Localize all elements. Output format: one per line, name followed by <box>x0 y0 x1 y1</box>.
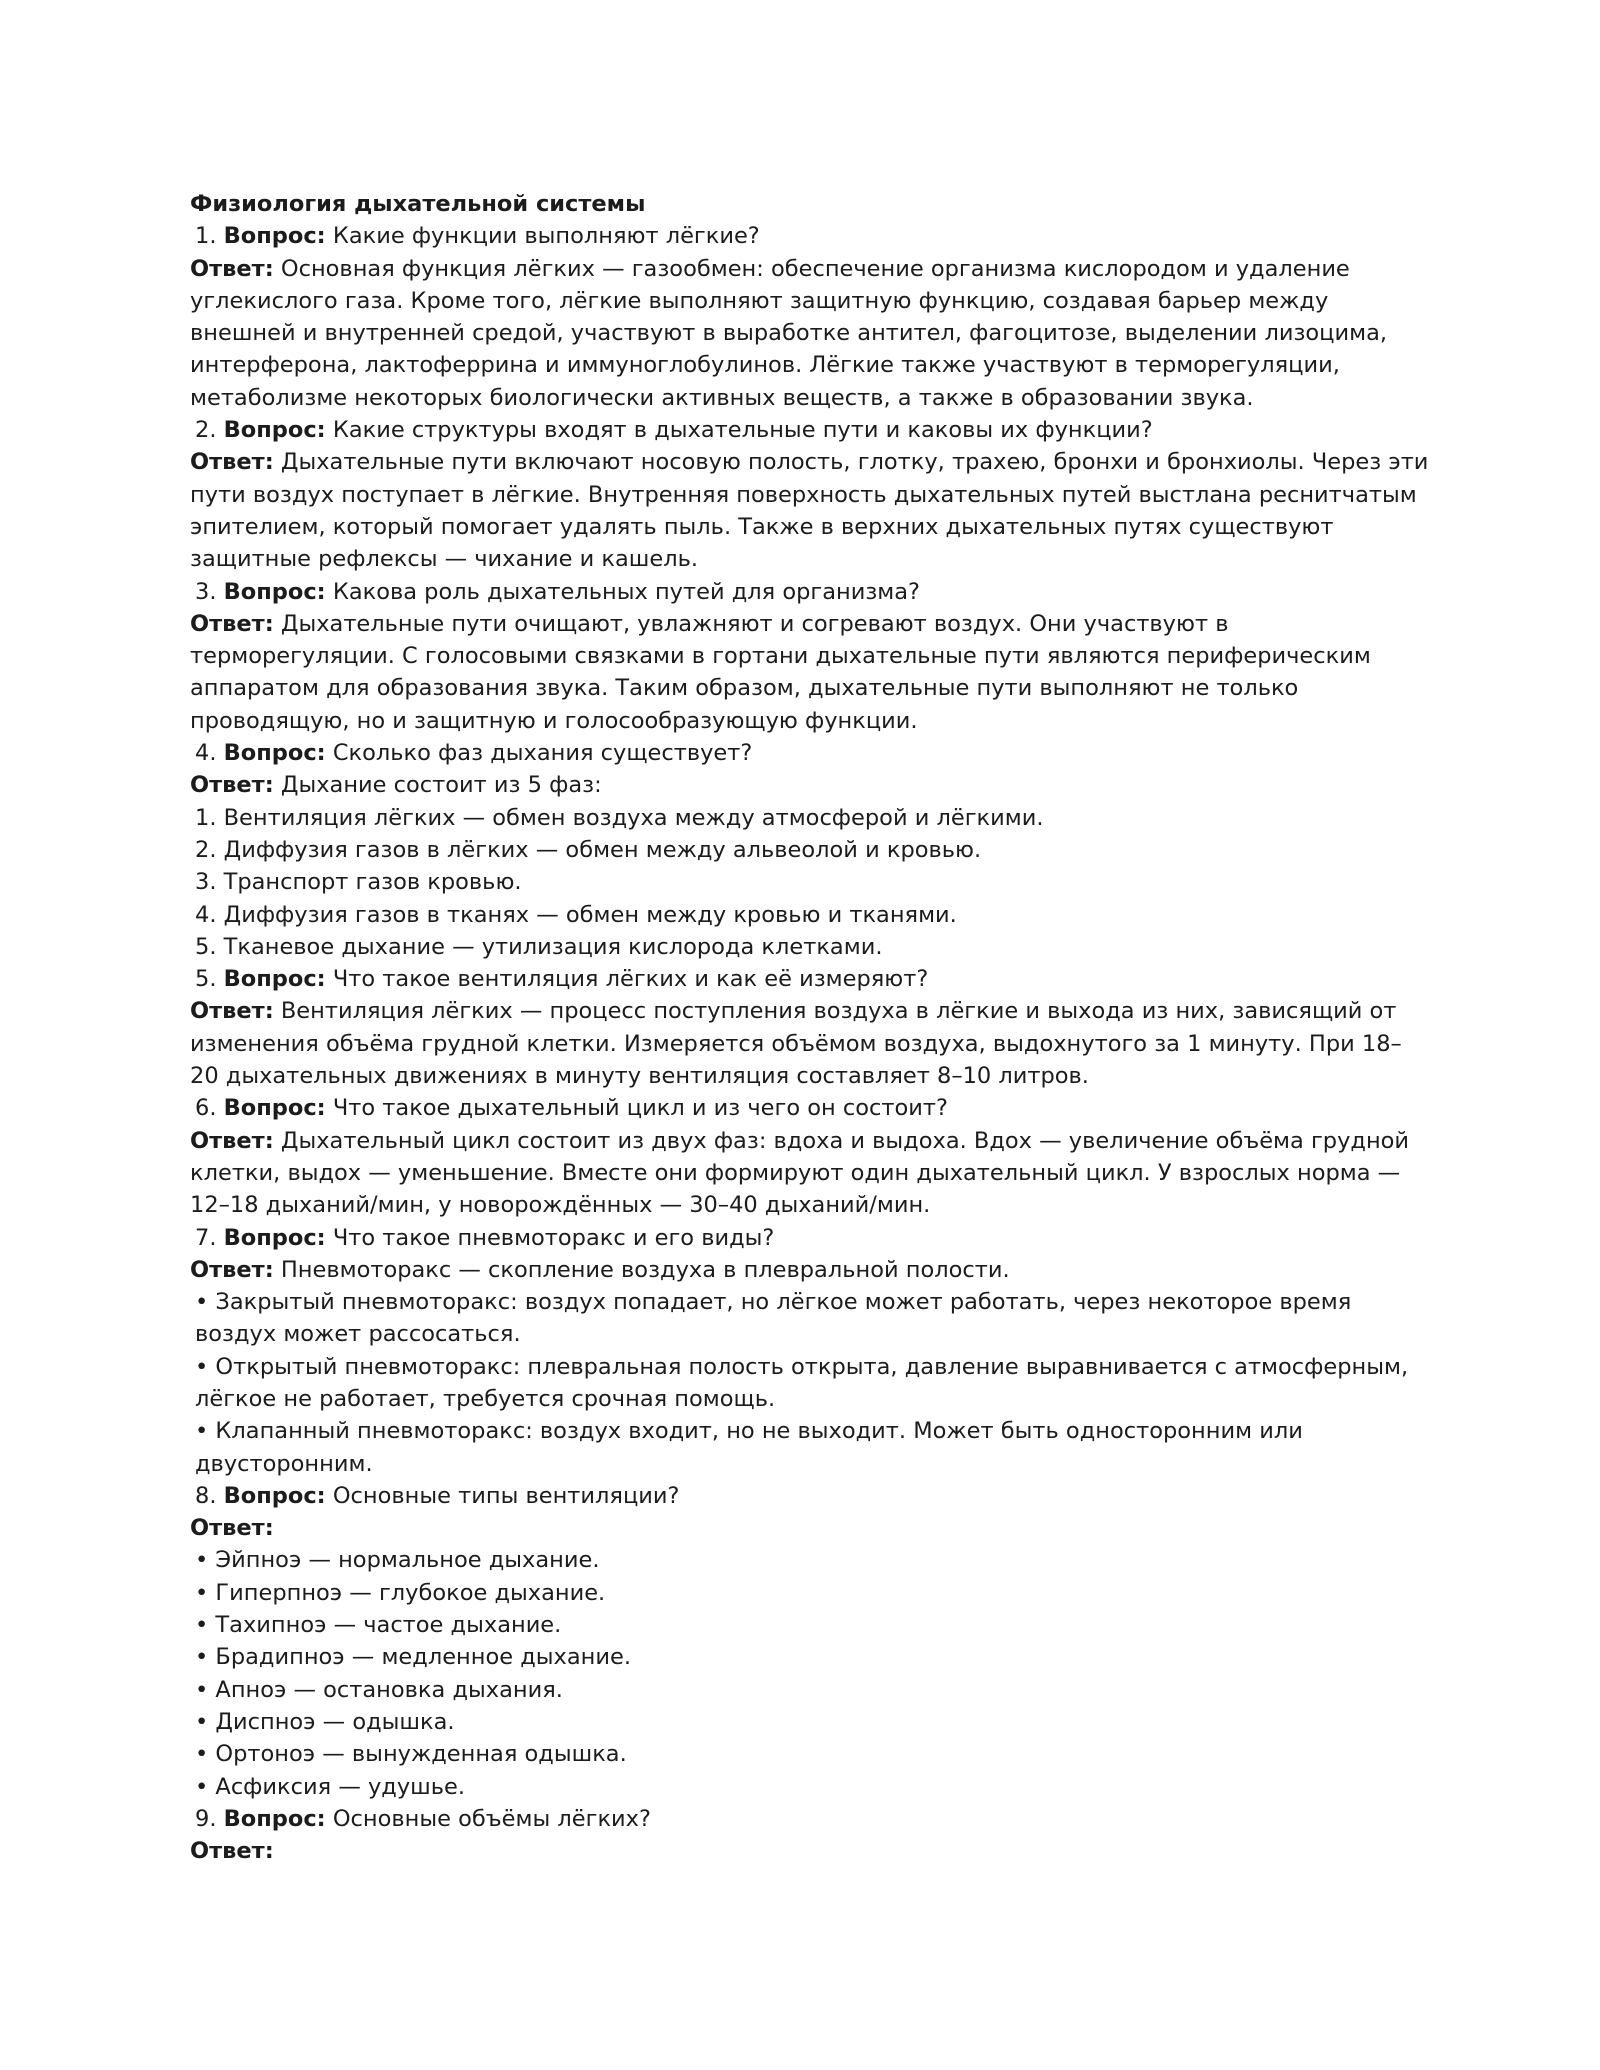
answer-1 <box>190 253 1430 414</box>
answer-text: Вентиляция лёгких — процесс поступления воздуха в лёгкие и выхода из них, зависящий от изменения объёма грудной клетки. Измеряется объёмом воздуха, выдохнутого за 1 минуту. При 18–20 дыхательных движениях в минуту вентиляция составляет 8–10 литров. <box>190 998 1402 1090</box>
question-text: Что такое дыхательный цикл и из чего он состоит? <box>332 1095 948 1122</box>
answer-text: Пневмоторакс — скопление воздуха в плевральной полости. <box>280 1256 1010 1283</box>
list-item: 1. Вентиляция лёгких — обмен воздуха между атмосферой и лёгкими. <box>195 804 1044 831</box>
list-item: • Клапанный пневмоторакс: воздух входит, но не выходит. Может быть односторонним или двусторонним. <box>195 1418 1303 1477</box>
list-item: 5. Тканевое дыхание — утилизация кислорода клетками. <box>195 933 883 960</box>
question-label: Вопрос: <box>223 1805 326 1832</box>
question-number: 5. <box>195 966 217 993</box>
answer-5 <box>190 995 1430 1092</box>
question-number: 8. <box>195 1482 217 1509</box>
list-item: • Тахипноэ — частое дыхание. <box>195 1612 562 1639</box>
answer-2 <box>190 446 1430 575</box>
question-text: Какие структуры входят в дыхательные пути и каковы их функции? <box>332 417 1153 444</box>
list-item: • Закрытый пневмоторакс: воздух попадает, но лёгкое может работать, через некоторое время воздух может рассосаться. <box>195 1289 1352 1348</box>
document-page <box>190 188 1430 1867</box>
list-item: 4. Диффузия газов в тканях — обмен между кровью и тканями. <box>195 901 957 928</box>
list-item: • Гиперпноэ — глубокое дыхание. <box>195 1579 606 1606</box>
answer-text: Дыхательные пути включают носовую полость, глотку, трахею, бронхи и бронхиолы. Через эти пути воздух поступает в лёгкие. Внутренняя поверхность дыхательных путей выстлана реснитчатым эпителием, который помогает удалять пыль. Также в верхних дыхательных путях существуют защитные рефлексы — чихание и кашель. <box>190 449 1429 573</box>
answer-label: Ответ: <box>190 255 274 282</box>
answer-3 <box>190 608 1430 737</box>
answer-label: Ответ: <box>190 772 274 799</box>
question-text: Сколько фаз дыхания существует? <box>332 740 753 767</box>
list-item: 3. Транспорт газов кровью. <box>195 869 522 896</box>
question-text: Что такое вентиляция лёгких и как её измеряют? <box>332 966 929 993</box>
answer-label: Ответ: <box>190 1256 274 1283</box>
answer-label: Ответ: <box>190 1127 274 1154</box>
question-text: Какие функции выполняют лёгкие? <box>332 223 760 250</box>
question-label: Вопрос: <box>223 223 326 250</box>
question-8 <box>190 1480 1430 1512</box>
question-text: Основные объёмы лёгких? <box>332 1805 651 1832</box>
list-item: • Асфиксия — удушье. <box>195 1773 465 1800</box>
list-item: • Брадипноэ — медленное дыхание. <box>195 1644 631 1671</box>
answer-4 <box>190 769 1430 801</box>
question-6 <box>190 1092 1430 1124</box>
answer-8 <box>190 1512 1430 1544</box>
answer-text: Дыхательный цикл состоит из двух фаз: вдоха и выдоха. Вдох — увеличение объёма грудной клетки, выдох — уменьшение. Вместе они формируют один дыхательный цикл. У взрослых норма — 12–18 дыханий/мин, у новорождённых — 30–40 дыханий/мин. <box>190 1127 1410 1219</box>
question-number: 2. <box>195 417 217 444</box>
question-1 <box>190 220 1430 252</box>
question-number: 9. <box>195 1805 217 1832</box>
answer-text: Дыхательные пути очищают, увлажняют и согревают воздух. Они участвуют в терморегуляции. С голосовыми связками в гортани дыхательные пути являются периферическим аппаратом для образования звука. Таким образом, дыхательные пути выполняют не только проводящую, но и защитную и голосообразующую функции. <box>190 610 1371 734</box>
question-label: Вопрос: <box>223 417 326 444</box>
answer-text: Дыхание состоит из 5 фаз: <box>280 772 602 799</box>
answer-label: Ответ: <box>190 449 274 476</box>
question-number: 6. <box>195 1095 217 1122</box>
answer-label: Ответ: <box>190 998 274 1025</box>
question-label: Вопрос: <box>223 740 326 767</box>
question-text: Основные типы вентиляции? <box>332 1482 680 1509</box>
answer-label: Ответ: <box>190 1838 274 1865</box>
list-item: • Апноэ — остановка дыхания. <box>195 1676 563 1703</box>
answer-label: Ответ: <box>190 610 274 637</box>
question-5 <box>190 963 1430 995</box>
question-2 <box>190 414 1430 446</box>
question-7 <box>190 1222 1430 1254</box>
answer-label: Ответ: <box>190 1515 274 1542</box>
list-item: • Ортонoэ — вынужденная одышка. <box>195 1741 627 1768</box>
answer-text: Основная функция лёгких — газообмен: обеспечение организма кислородом и удаление углекислого газа. Кроме того, лёгкие выполняют защитную функцию, создавая барьер между внешней и внутренней средой, участвуют в выработке антител, фагоцитозе, выделении лизоцима, интерферона, лактоферрина и иммуноглобулинов. Лёгкие также участвуют в терморегуляции, метаболизме некоторых биологически активных веществ, а также в образовании звука. <box>190 255 1388 411</box>
question-number: 4. <box>195 740 217 767</box>
answer-6 <box>190 1125 1430 1222</box>
list-item: 2. Диффузия газов в лёгких — обмен между альвеолой и кровью. <box>195 836 982 863</box>
question-9 <box>190 1803 1430 1835</box>
answer-7 <box>190 1254 1430 1286</box>
question-label: Вопрос: <box>223 1095 326 1122</box>
question-label: Вопрос: <box>223 578 326 605</box>
list-item: • Открытый пневмоторакс: плевральная полость открыта, давление выравнивается с атмосферным, лёгкое не работает, требуется срочная помощь. <box>195 1353 1409 1412</box>
question-number: 3. <box>195 578 217 605</box>
list-item: • Эйпноэ — нормальное дыхание. <box>195 1547 600 1574</box>
question-label: Вопрос: <box>223 1482 326 1509</box>
question-number: 7. <box>195 1224 217 1251</box>
answer-9 <box>190 1835 1430 1867</box>
question-label: Вопрос: <box>223 966 326 993</box>
question-text: Что такое пневмоторакс и его виды? <box>332 1224 775 1251</box>
question-label: Вопрос: <box>223 1224 326 1251</box>
question-3 <box>190 576 1430 608</box>
question-4 <box>190 737 1430 769</box>
document-title: Физиология дыхательной системы <box>190 191 646 217</box>
question-text: Какова роль дыхательных путей для организма? <box>332 578 920 605</box>
question-number: 1. <box>195 223 217 250</box>
list-item: • Диспноэ — одышка. <box>195 1708 455 1735</box>
